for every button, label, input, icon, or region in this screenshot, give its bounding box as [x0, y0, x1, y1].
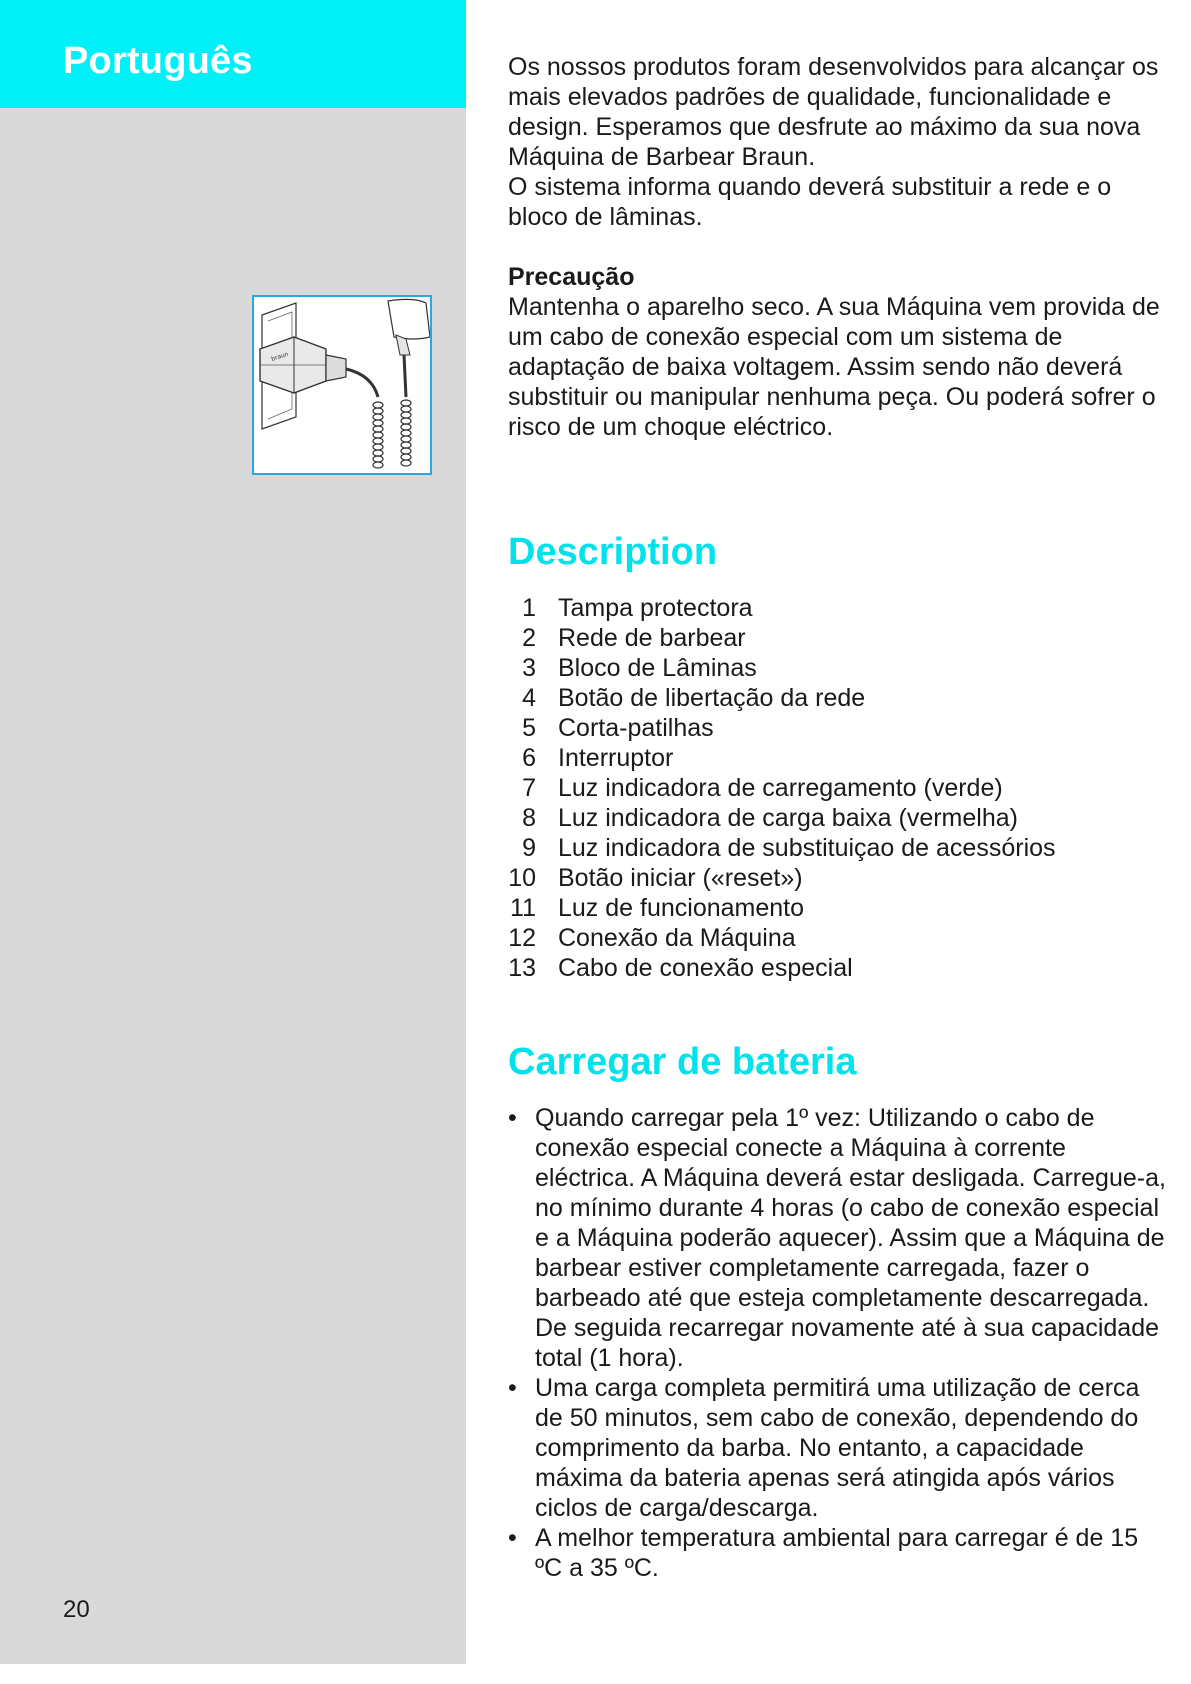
list-item [508, 593, 1168, 623]
bullet-icon: • [508, 1104, 517, 1132]
list-item [508, 1523, 1168, 1583]
list-item [508, 803, 1168, 833]
bullet-text: A melhor temperatura ambiental para carregar é de 15 ºC a 35 ºC. [535, 1524, 1139, 1582]
list-item [508, 1373, 1168, 1523]
item-label: Luz de funcionamento [558, 894, 805, 922]
list-item [508, 743, 1168, 773]
bullet-icon: • [508, 1524, 517, 1552]
list-item [508, 953, 1168, 983]
language-banner [0, 0, 466, 108]
carregar-list [508, 1103, 1168, 1583]
bullet-text: Quando carregar pela 1º vez: Utilizando o cabo de conexão especial conecte a Máquina à corrente eléctrica. A Máquina deverá estar desligada. Carregue-a, no mínimo durante 4 horas (o cabo de conexão especial e a Máquina poderão aquecer). Assim que a Máquina de barbear estiver completamente carregada, fazer o barbeado até que esteja completamente descarregada. De seguida recarregar novamente até à sua capacidade total (1 hora). [535, 1104, 1166, 1372]
item-label: Interruptor [558, 744, 674, 772]
plug-brand-label: braun [270, 350, 290, 363]
page-number: 20 [63, 1596, 90, 1623]
bullet-text: Uma carga completa permitirá uma utilização de cerca de 50 minutos, sem cabo de conexão, dependendo do comprimento da barba. No entanto, a capacidade máxima da bateria apenas será atingida após vários ciclos de carga/descarga. [535, 1374, 1140, 1522]
item-label: Luz indicadora de carregamento (verde) [558, 774, 1003, 802]
item-number: 13 [508, 954, 536, 982]
item-label: Bloco de Lâminas [558, 654, 757, 682]
item-number: 8 [522, 804, 536, 832]
list-item [508, 923, 1168, 953]
list-item [508, 893, 1168, 923]
list-item [508, 833, 1168, 863]
list-item [508, 653, 1168, 683]
item-label: Botão de libertação da rede [558, 684, 866, 712]
item-number: 4 [522, 684, 536, 712]
item-number: 2 [522, 624, 536, 652]
item-number: 11 [510, 894, 536, 922]
item-label: Luz indicadora de carga baixa (vermelha) [558, 804, 1018, 832]
sidebar-panel [0, 0, 466, 1664]
item-label: Corta-patilhas [558, 714, 714, 742]
bullet-icon: • [508, 1374, 517, 1402]
list-item [508, 623, 1168, 653]
item-number: 1 [522, 594, 536, 622]
item-number: 10 [508, 864, 536, 892]
language-title: Português [63, 40, 253, 82]
item-label: Botão iniciar («reset») [558, 864, 803, 892]
list-item [508, 713, 1168, 743]
item-label: Cabo de conexão especial [558, 954, 853, 982]
intro-paragraph-1: Os nossos produtos foram desenvolvidos para alcançar os mais elevados padrões de qualidade, funcionalidade e design. Esperamos que desfrute ao máximo da sua nova Máquina de Barbear Braun. [508, 53, 1159, 171]
item-label: Tampa protectora [558, 594, 753, 622]
list-item [508, 863, 1168, 893]
list-item [508, 773, 1168, 803]
description-heading: Description [508, 531, 718, 573]
item-label: Rede de barbear [558, 624, 746, 652]
precaucao-heading: Precaução [508, 263, 635, 291]
item-number: 6 [522, 744, 536, 772]
item-number: 12 [508, 924, 536, 952]
plug-cable-illustration [252, 295, 432, 475]
intro-section [508, 52, 1168, 442]
item-number: 3 [522, 654, 536, 682]
intro-paragraph-2: O sistema informa quando deverá substituir a rede e o bloco de lâminas. [508, 173, 1112, 231]
item-label: Conexão da Máquina [558, 924, 796, 952]
item-number: 5 [522, 714, 536, 742]
item-number: 9 [522, 834, 536, 862]
description-list [508, 593, 1168, 983]
carregar-heading: Carregar de bateria [508, 1041, 857, 1083]
list-item [508, 683, 1168, 713]
plug-icon [254, 297, 430, 473]
list-item [508, 1103, 1168, 1373]
precaucao-text: Mantenha o aparelho seco. A sua Máquina vem provida de um cabo de conexão especial com um sistema de adaptação de baixa voltagem. Assim sendo não deverá substituir ou manipular nenhuma peça. Ou poderá sofrer o risco de um choque eléctrico. [508, 293, 1160, 441]
item-number: 7 [522, 774, 536, 802]
item-label: Luz indicadora de substituiçao de acessórios [558, 834, 1056, 862]
